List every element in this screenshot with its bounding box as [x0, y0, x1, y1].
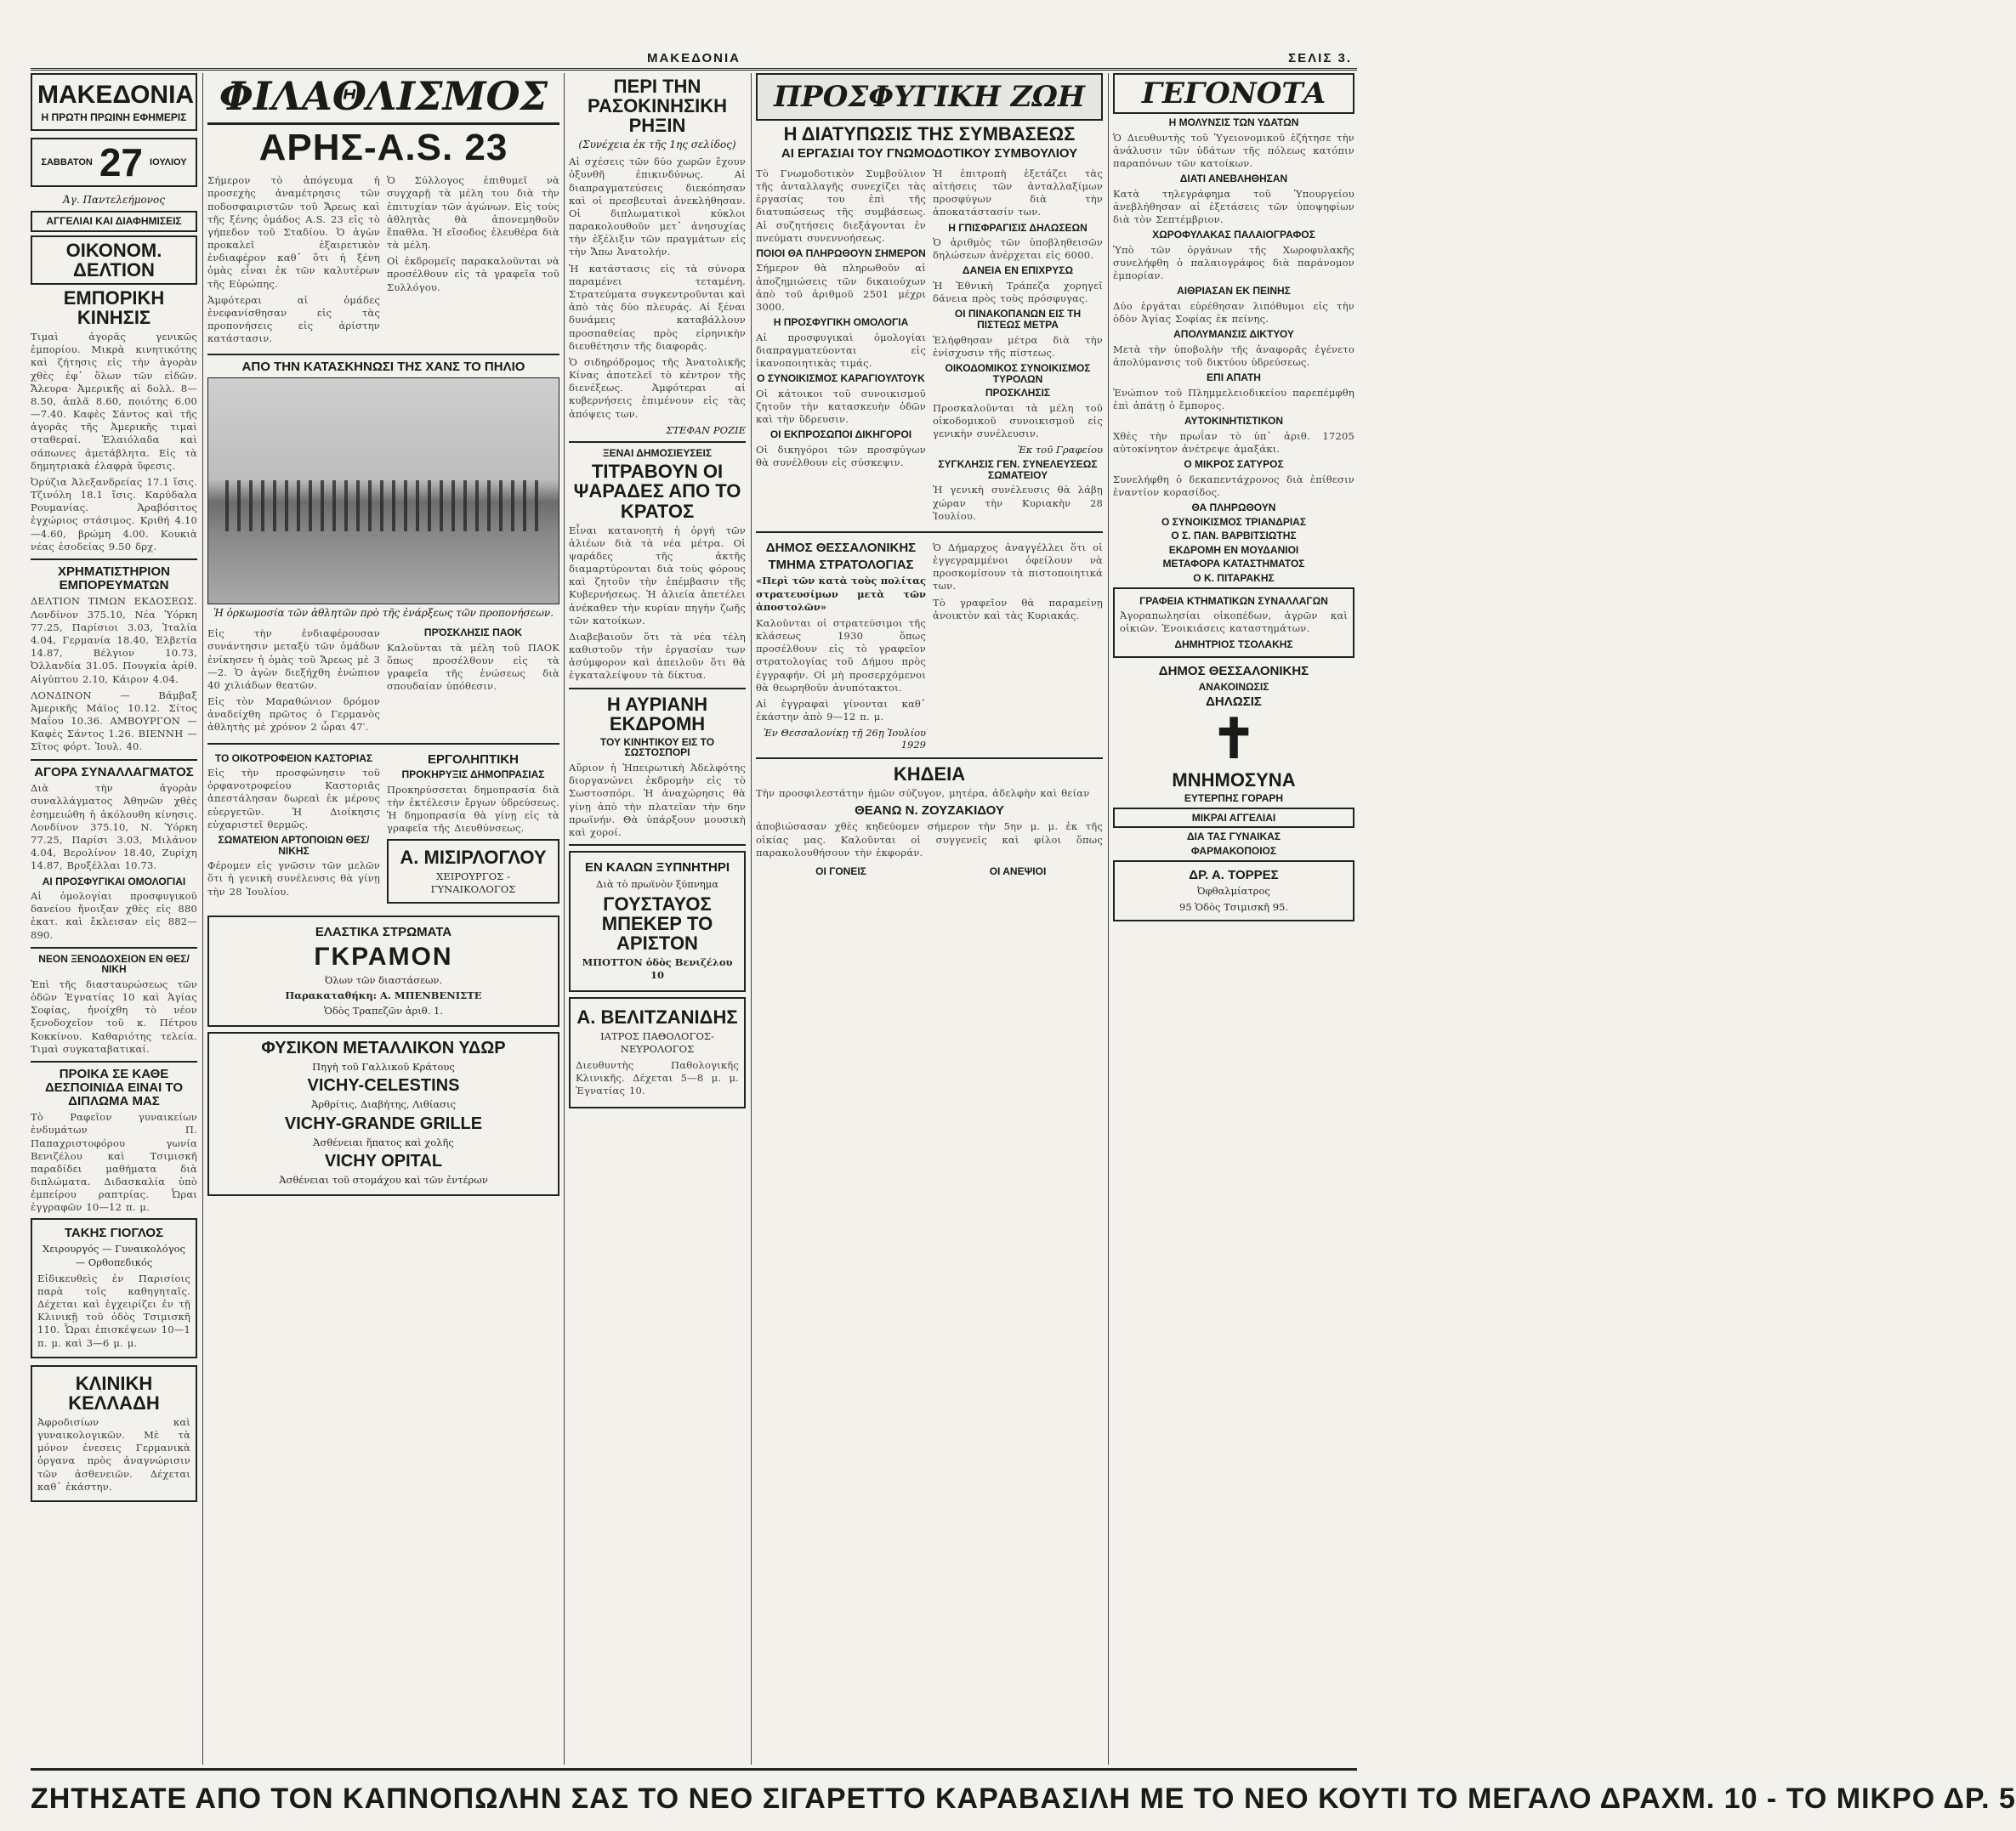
- article-columns: [756, 164, 1103, 526]
- subhead-loans: ΔΑΝΕΙΑ ΕΝ ΕΠΙΧΡΥΣΩ: [962, 264, 1074, 277]
- article-body: Εἰς τὴν προσφώνησιν τοῦ ὀρφανοτροφείου Καστοριᾶς ἀπεστάλησαν δωρεαὶ ἐκ μέρους εὐεργετῶν. Ἡ Διοίκησις εὐχαριστεῖ θερμῶς.: [207, 767, 380, 830]
- refugee-section-logo: ΠΡΟΣΦΥΓΙΚΗ ΖΩΗ: [756, 73, 1103, 121]
- water-ad: [207, 1032, 559, 1196]
- article-body: Σήμερον θὰ πληρωθοῦν αἱ ἀποζημιώσεις τῶν δικαιούχων ἀπὸ τοῦ ἀριθμοῦ 2501 μέχρι 3000.: [756, 262, 926, 313]
- article-body: Αἱ ἐγγραφαὶ γίνονται καθ᾽ ἑκάστην ἀπὸ 9—12 π. μ.: [756, 697, 926, 723]
- column-1: [31, 73, 197, 1765]
- photo-headline: ΑΠΟ ΤΗΝ ΚΑΤΑΣΚΗΝΩΣΙ ΤΗΣ ΧΑΝΣ ΤΟ ΠΗΛΙΟ: [241, 360, 525, 375]
- pharmacist-ad: ΦΑΡΜΑΚΟΠΟΙΟΣ: [1190, 845, 1277, 858]
- event-headline: ΕΠΙ ΑΠΑΤΗ: [1207, 371, 1261, 384]
- subhead-declarations: Η ΓΠΙΣΦΡΑΓΙΣΙΣ ΔΗΛΩΣΕΩΝ: [948, 221, 1088, 234]
- article-body: Τὸ Ραφεῖον γυναικείων ἐνδυμάτων Π. Παπαχριστοφόρου γωνία Βενιζέλου καὶ Τσιμισκῆ παραδίδει μαθήματα διὰ διπλώματα. Διδασκαλία ὑπὸ ἐμπείρου ραπτρίας. Ὧραι ἐγγραφῶν 10—12 π. μ.: [31, 1111, 197, 1214]
- article-columns: [756, 538, 1103, 752]
- article-body: Ἡ κατάστασις εἰς τὰ σύνορα παραμένει τεταμένη. Στρατεύματα συγκεντροῦνται καὶ ἀπὸ τὰς δύο πλευράς. Αἱ ξέναι δυνάμεις καταβάλλουν προσπαθείας πρὸς εἰρηνικὴν διευθέτησιν τῆς διαφορᾶς.: [569, 262, 746, 352]
- article-body: Ὁ σιδηρόδρομος τῆς Ἀνατολικῆς Κίνας ἀποτελεῖ τὸ κέντρον τῆς διενέξεως. Ἀμφότεραι αἱ κυβερνήσεις ἐπιμένουν εἰς τὰς ἀπόψεις των.: [569, 355, 746, 420]
- section-bonds: ΑΙ ΠΡΟΣΦΥΓΙΚΑΙ ΟΜΟΛΟΓΙΑΙ: [42, 875, 186, 887]
- event-headline: ΘΑ ΠΛΗΡΩΘΟΥΝ: [1191, 502, 1276, 514]
- doctor4-name: ΔΡ. Α. ΤΟΡΡΕΣ: [1189, 867, 1279, 882]
- funeral-name: ΘΕΑΝΩ Ν. ΖΟΥΖΑΚΙΔΟΥ: [855, 802, 1004, 818]
- section-currency: ΑΓΟΡΑ ΣΥΝΑΛΛΑΓΜΑΤΟΣ: [34, 764, 194, 779]
- article-body: Ἀμφότεραι αἱ ὁμάδες ἐνεφανίσθησαν εἰς τὰς προπονήσεις εἰς ἀρίστην κατάστασιν.: [207, 293, 380, 345]
- column-rule: [751, 73, 752, 1765]
- alarm-depot: ΜΠΟΤΤΟΝ ὁδὸς Βενιζέλου 10: [582, 956, 733, 982]
- funeral-parents: ΟΙ ΓΟΝΕΙΣ: [815, 864, 866, 877]
- column-rule: [1108, 73, 1109, 1765]
- article-body: Ἐνώπιον τοῦ Πλημμελειοδικείου παρεπέμφθη ἐπὶ ἀπάτῃ ὁ ἔμπορος.: [1113, 386, 1354, 411]
- sport-section-logo: ΦΙΛΑΘΛΙΣΜΟΣ: [207, 73, 559, 125]
- article-body: Προκηρύσσεται δημοπρασία διὰ τὴν ἐκτέλεσιν ἔργων ὑδρεύσεως. Ἡ δημοπρασία θὰ γίνῃ εἰς τὰ γραφεῖα τῆς Διευθύνσεως.: [387, 783, 559, 835]
- mattress-address: Ὁδὸς Τραπεζῶν ἀριθ. 1.: [323, 1005, 444, 1018]
- municipality-title: ΔΗΜΟΣ ΘΕΣΣΑΛΟΝΙΚΗΣ: [765, 540, 917, 555]
- article-body: Χθὲς τὴν πρωΐαν τὸ ὑπ᾽ ἀριθ. 17205 αὐτοκίνητον ἀνέτρεψε ἀμαξάκι.: [1113, 429, 1354, 455]
- subhead-building: ΟΙΚΟΔΟΜΙΚΟΣ ΣΥΝΟΙΚΙΣΜΟΣ ΤΥΡΟΛΩΝ: [945, 361, 1091, 385]
- article-body: Ἡ γενικὴ συνέλευσις θὰ λάβῃ χώραν τὴν Κυριακὴν 28 Ἰουλίου.: [933, 484, 1103, 522]
- water-brand-3: VICHY OPITAL: [324, 1151, 443, 1171]
- article-body: Προσκαλοῦνται τὰ μέλη τοῦ οἰκοδομικοῦ συνοικισμοῦ εἰς γενικὴν συνέλευσιν.: [933, 401, 1103, 440]
- article-body: ΔΕΛΤΙΟΝ ΤΙΜΩΝ ΕΚΔΟΣΕΩΣ. Λονδίνον 375.10, Νέα Ὑόρκη 77.25, Παρίσιοι 3.03, Ἰταλία 4.04, Γερμανία 18.40, Ἑλβετία 14.87, Βέλγιον 10.73, Ὀλλανδία 31.05. Πουγκία ἀρίθ. Αἰγύπτου 2.10, Κάιρον 4.04.: [31, 595, 197, 685]
- land-office-owner: ΔΗΜΗΤΡΙΟΣ ΤΣΟΛΑΚΗΣ: [1174, 638, 1293, 650]
- municipality2-title: ΔΗΜΟΣ ΘΕΣΣΑΛΟΝΙΚΗΣ: [1158, 664, 1309, 679]
- article-body: Τὴν προσφιλεστάτην ἡμῶν σύζυγον, μητέρα, ἀδελφὴν καὶ θείαν: [756, 787, 1090, 800]
- mattress-tag: ΕΛΑΣΤΙΚΑ ΣΤΡΩΜΑΤΑ: [315, 925, 452, 940]
- section-hotel: ΝΕΟΝ ΞΕΝΟΔΟΧΕΙΟΝ ΕΝ ΘΕΣ/ΝΙΚΗ: [38, 952, 190, 976]
- page-number: ΣΕΛΙΣ 3.: [1288, 51, 1352, 65]
- clinic-ad: [31, 1365, 197, 1502]
- article-body: Τιμαὶ ἀγορᾶς γενικῶς ἐμπορίου. Μικρὰ κινητικότης καὶ ζήτησις εἰς τὴν ἀγορὰν χθὲς ἐφ᾽ ὅλων τῶν εἰδῶν. Ἄλευρα· Ἀμερικῆς αἱ δολλ. 8—8.50, ἀπλᾶ 8.60, ποιότης 6.00—7.40. Καφὲς Σάντος καὶ τῆς ἀγορᾶς τῆς Ἀμερικῆς τιμαὶ σταθεραί. Ἐλαιόλαδα καὶ σάπωνες ἀμετάβλητα. Εἰς τὰ δημητριακὰ ἐλαφρὰ ὕφεσις.: [31, 331, 197, 472]
- article-body: Μετὰ τὴν ὑποβολὴν τῆς ἀναφορᾶς ἐγένετο ἀπολύμανσις τοῦ δικτύου ὑδρεύσεως.: [1113, 343, 1354, 369]
- bakers-headline: ΣΩΜΑΤΕΙΟΝ ΑΡΤΟΠΟΙΩΝ ΘΕΣ/ΝΙΚΗΣ: [218, 834, 370, 857]
- section-economy: ΟΙΚΟΝΟΜ. ΔΕΛΤΙΟΝ: [31, 235, 197, 285]
- camp-photo: [207, 377, 559, 604]
- memorial-name: ΕΥΤΕΡΠΗΣ ΓΟΡΑΡΗ: [1184, 792, 1284, 805]
- article-columns: [207, 171, 559, 349]
- cross-icon: ✝: [1211, 707, 1257, 772]
- event-headline: ΑΠΟΛΥΜΑΝΣΙΣ ΔΙΚΤΥΟΥ: [1173, 328, 1294, 341]
- event-headline: Ο Σ. ΠΑΝ. ΒΑΡΒΙΤΣΙΩΤΗΣ: [1171, 530, 1297, 542]
- article-body: Εἰς τὴν ἐνδιαφέρουσαν συνάντησιν μεταξὺ τῶν ὁμάδων ἐνίκησεν ἡ ὁμὰς τοῦ Ἄρεως μὲ 3—2. Ὁ ἀγὼν διεξήχθη ἐνώπιον 40 χιλιάδων θεατῶν.: [207, 627, 380, 691]
- article-body: Αἱ προσφυγικαὶ ὁμολογίαι διαπραγματεύονται εἰς ἱκανοποιητικὰς τιμάς.: [756, 331, 926, 370]
- ads-notice: ΑΓΓΕΛΙΑΙ ΚΑΙ ΔΙΑΦΗΜΙΣΕΙΣ: [31, 211, 197, 232]
- mattress-agent: Παρακαταθήκη: Α. ΜΠΕΝΒΕΝΙΣΤΕ: [285, 989, 482, 1001]
- article-body: Ὀρύζια Ἀλεξανδρείας 17.1 ἴσις. Τζινόλη 18.1 ἴσις. Καρύδαλα Ρουμανίας. Ἀραβόσιτος ἐγχώριος στάσιμος. Κριθή 4.10—4.60, βρώμη 4.00. Κουκιὰ νέας ἐσοδείας 9.50 δρχ.: [31, 475, 197, 553]
- tender-headline: ΕΡΓΟΛΗΠΤΙΚΗ: [428, 751, 519, 767]
- ad-body: Διευθυντὴς Παθολογικῆς Κλινικῆς. Δέχεται 5—8 μ. μ. Ἐγνατίας 10.: [576, 1059, 739, 1097]
- headline-fishermen: ΤΙΤΡΑΒΟΥΝ ΟΙ ΨΑΡΑΔΕΣ ΑΠΟ ΤΟ ΚΡΑΤΟΣ: [573, 461, 741, 522]
- article-body: Σήμερον τὸ ἀπόγευμα ἡ προσεχὴς ἀναμέτρησις τῶν ποδοσφαιριστῶν τοῦ Ἄρεως καὶ τῆς ξένης ὁμάδος A.S. 23 εἰς τὸ γήπεδον τοῦ Σταδίου. Ὁ ἀγὼν προκαλεῖ ἐξαιρετικὸν ἐνδιαφέρον καθ᾽ ὅτι ἡ ξένη ὁμὰς εἶναι ἐκ τῶν καλυτέρων τῆς Εὐρώπης.: [207, 174, 380, 290]
- article-body: Οἱ κάτοικοι τοῦ συνοικισμοῦ ζητοῦν τὴν κατασκευὴν ὁδῶν καὶ τὴν ὕδρευσιν.: [756, 387, 926, 426]
- event-headline: ΕΚΔΡΟΜΗ ΕΝ ΜΟΥΔΑΝΙΟΙ: [1168, 543, 1299, 556]
- article-body: Εἰς τὸν Μαραθώνιον δρόμον ἀναδείχθη πρῶτος ὁ Γερμανὸς ἀθλητὴς μὲ χρόνον 2 ὧραι 47′.: [207, 695, 380, 734]
- saint-day: Άγ. Παντελεήμονος: [63, 194, 165, 207]
- land-office-title: ΓΡΑΦΕΙΑ ΚΤΗΜΑΤΙΚΩΝ ΣΥΝΑΛΛΑΓΩΝ: [1139, 594, 1328, 607]
- photo-caption: Ἡ ὁρκωμοσία τῶν ἀθλητῶν πρὸ τῆς ἐνάρξεως τῶν προπονήσεων.: [213, 607, 554, 620]
- doctor-name: ΤΑΚΗΣ ΓΙΟΓΛΟΣ: [64, 1225, 164, 1240]
- article-body: Διὰ τὴν ἀγορὰν συναλλάγματος Ἀθηνῶν χθὲς ἐσημειώθη ἡ ἀκόλουθη κίνησις. Λονδίνον 375.10, Ν. Ὑόρκη 77.25, Παρίσι 3.03, Μιλάνον 4.04, Βερολίνον 18.40, Ζυρίχη 14.87, Βρυξέλλαι 10.73.: [31, 782, 197, 872]
- alarm-title: ΕΝ ΚΑΛΩΝ ΞΥΠΝΗΤΗΡΙ: [584, 860, 730, 876]
- doctor3-ad: [569, 997, 746, 1108]
- funeral-title: ΚΗΔΕΙΑ: [893, 763, 966, 785]
- doctor3-name: Α. ΒΕΛΙΤΖΑΝΙΔΗΣ: [576, 1006, 738, 1028]
- article-body: ΛΟΝΔΙΝΟΝ — Βάμβαξ Ἀμερικῆς Μάϊος 10.12. Σίτος Μαΐου 10.36. ΑΜΒΟΥΡΓΟΝ — Καφὲς Σάντος 1.26. ΒΙΕΝΝΗ — Σῖτος φόρτ. Ἰουλ. 40.: [31, 689, 197, 753]
- clinic-name: ΚΛΙΝΙΚΗ ΚΕΛΛΑΔΗ: [68, 1372, 160, 1414]
- article-body: Ὁ Δήμαρχος ἀναγγέλλει ὅτι οἱ ἐγγεγραμμένοι ὀφείλουν νὰ προσκομίσουν τὰ πιστοποιητικά των.: [933, 541, 1103, 592]
- masthead: [31, 51, 1357, 71]
- paok-notice: ΠΡΌΣΚΛΗΣΙΣ ΠΑΟΚ: [423, 626, 523, 639]
- article-body: ἀποβιώσασαν χθὲς κηδεύομεν σήμερον τὴν 5ην μ. μ. ἐκ τῆς οἰκίας μας. Καλοῦνται οἱ συγγενεῖς καὶ φίλοι ὅπως παρακολουθήσουν τὴν ἐκφοράν.: [756, 820, 1103, 859]
- article-body: Ἐπὶ τῆς διασταυρώσεως τῶν ὁδῶν Ἐγνατίας 10 καὶ Ἀγίας Σοφίας, ἠνοίχθη τὸ νέον ξενοδοχεῖον τοῦ κ. Πέτρου Κοκκίνου. Καθαριότης τελεία. Τιμαὶ συγκαταβατικαί.: [31, 978, 197, 1055]
- section-diploma: ΠΡΟΙΚΑ ΣΕ ΚΑΘΕ ΔΕΣΠΟΙΝΙΔΑ ΕΙΝΑΙ ΤΟ ΔΙΠΛΩΜΑ ΜΑΣ: [45, 1067, 183, 1108]
- headline-contract-sub: ΑΙ ΕΡΓΑΣΙΑΙ ΤΟΥ ΓΝΩΜΟΔΟΤΙΚΟΥ ΣΥΜΒΟΥΛΙΟΥ: [781, 146, 1078, 162]
- land-office-ad: [1113, 587, 1354, 659]
- column-3: [569, 73, 746, 1765]
- section-commerce: ΕΜΠΟΡΙΚΗ ΚΙΝΗΣΙΣ: [63, 286, 165, 328]
- article-columns: [207, 750, 559, 910]
- article-body: Εἶναι κατανοητὴ ἡ ὀργή τῶν ἁλιέων διὰ τὰ νέα μέτρα. Οἱ ψαράδες τῆς ἀκτῆς διαμαρτύρονται διὰ τοὺς φόρους καὶ ζητοῦν τὴν ἐπέμβασιν τῆς Κυβερνήσεως. Ἡ ἀλιεία ἀπετέλει ἀνέκαθεν τὴν κυρίαν πηγὴν ζωῆς τῶν κατοίκων.: [569, 524, 746, 626]
- match-headline: ΑΡΗΣ-A.S. 23: [258, 127, 508, 168]
- doctor-ad: [31, 1218, 197, 1358]
- date-number: 27: [99, 140, 144, 185]
- funeral-nephews: ΟΙ ΑΝΕΨΙΟΙ: [989, 864, 1047, 877]
- event-headline: ΔΙΑΤΙ ΑΝΕΒΛΗΘΗΣΑΝ: [1179, 173, 1288, 185]
- doctor3-title: ΙΑΤΡΟΣ ΠΑΘΟΛΟΓΟΣ-ΝΕΥΡΟΛΟΓΟΣ: [600, 1029, 714, 1055]
- event-headline: ΑΙΘΡΙΑΣΑΝ ΕΚ ΠΕΙΝΗΣ: [1177, 285, 1291, 298]
- subhead-lawyers: ΟΙ ΕΚΠΡΟΣΩΠΟΙ ΔΙΚΗΓΟΡΟΙ: [769, 428, 912, 441]
- water-subtitle: Πηγὴ τοῦ Γαλλικοῦ Κράτους: [312, 1061, 455, 1074]
- article-body: Φέρομεν εἰς γνῶσιν τῶν μελῶν ὅτι ἡ γενικὴ συνέλευσις θὰ γίνῃ τὴν 28 Ἰουλίου.: [207, 859, 380, 898]
- event-headline: Ο Κ. ΠΙΤΑΡΑΚΗΣ: [1193, 571, 1275, 584]
- article-body: Ἐλήφθησαν μέτρα διὰ τὴν ἐνίσχυσιν τῆς πίστεως.: [933, 333, 1103, 359]
- article-body: Αὔριον ἡ Ἠπειρωτικὴ Ἀδελφότης διοργανώνει ἐκδρομὴν εἰς τὸ Σωστοσπόρι. Ἡ ἀναχώρησις θὰ γίνῃ ἀπὸ τὴν πλατεῖαν τὴν 6ην πρωϊνήν. Θὰ ὑπάρξουν μουσικὴ καὶ χοροί.: [569, 762, 746, 838]
- subhead-payments: ΠΟΙΟΙ ΘΑ ΠΛΗΡΩΘΟΥΝ ΣΗΜΕΡΟΝ: [756, 247, 926, 259]
- subhead-assembly: ΣΥΓΚΛΗΣΙΣ ΓΕΝ. ΣΥΝΕΛΕΥΣΕΩΣ ΣΩΜΑΤΕΙΟΥ: [938, 458, 1098, 481]
- memorial-block: [1113, 707, 1354, 805]
- article-body: Αἱ ὁμολογίαι προσφυγικοῦ δανείου ἤνοιξαν χθὲς εἰς 880 ἐκατ. καὶ ἔκλεισαν εἰς 882—890.: [31, 890, 197, 941]
- section-exchange: ΧΡΗΜΑΤΙΣΤΗΡΙΟΝ ΕΜΠΟΡΕΥΜΑΤΩΝ: [58, 564, 170, 592]
- subhead-bond: Η ΠΡΟΣΦΥΓΙΚΗ ΟΜΟΛΟΓΙΑ: [773, 316, 909, 329]
- logo-title: ΜΑΚΕΔΟΝΙΑ: [37, 81, 195, 109]
- memorial-title: ΜΝΗΜΟΣΥΝΑ: [1172, 769, 1296, 791]
- subhead-credit: ΟΙ ΠΙΝΑΚΟΠΑΝΩΝ ΕΙΣ ΤΗ ΠΙΣΤΕΩΣ ΜΕΤΡΑ: [954, 308, 1082, 331]
- article-body: Συνελήφθη ὁ δεκαπεντάχρονος διὰ ἐπίθεσιν ἐναντίον κορασίδος.: [1113, 473, 1354, 498]
- event-headline: ΧΩΡΟΦΥΛΑΚΑΣ ΠΑΛΑΙΟΓΡΑΦΟΣ: [1152, 229, 1315, 241]
- article-body: Ὁ Σύλλογος ἐπιθυμεῖ νὰ συγχαρῇ τὰ μέλη του διὰ τὴν ἐπιτυχίαν τῶν ἀγώνων. Εἰς τοὺς ἀθλητὰς θὰ ἀπονεμηθοῦν ἔπαθλα. Ἡ εἴσοδος ἐλευθέρα διὰ τὰ μέλη.: [387, 174, 559, 252]
- funeral-signatures: [756, 863, 1103, 881]
- municipality-date: Ἐν Θεσσαλονίκῃ τῇ 26ῃ Ἰουλίου 1929: [763, 727, 926, 751]
- alarm-brand: ΓΟΥΣΤΑΥΟΣ ΜΠΕΚΕΡ ΤΟ ΑΡΙΣΤΟΝ: [601, 893, 713, 955]
- headline-rupture: ΠΕΡΙ ΤΗΝ ΡΑΣΟΚΙΝΗΣΙΚΗ ΡΗΞΙΝ: [587, 76, 728, 137]
- doctor2-title: ΧΕΙΡΟΥΡΓΟΣ - ΓΥΝΑΙΚΟΛΟΓΟΣ: [430, 870, 516, 895]
- article-body: Τὸ Γνωμοδοτικὸν Συμβούλιον τῆς ἀνταλλαγῆς συνεχίζει τὰς ἐργασίας του ἐπὶ τῆς διατυπώσεως τῆς συμβάσεως. Αἱ συζητήσεις διεξάγονται ἐν πνεύματι συνεννοήσεως.: [756, 167, 926, 244]
- alarm-subtitle: Διὰ τὸ πρωϊνὸν ξύπνημα: [596, 877, 718, 890]
- doctor2-ad: [387, 839, 559, 904]
- water-note-3: Ἀσθένειαι τοῦ στομάχου καὶ τῶν ἐντέρων: [279, 1173, 488, 1186]
- tender-subhead: ΠΡΟΚΗΡΥΞΙΣ ΔΗΜΟΠΡΑΣΙΑΣ: [401, 768, 545, 781]
- headline-contract: Η ΔΙΑΤΥΠΩΣΙΣ ΤΗΣ ΣΥΜΒΑΣΕΩΣ: [783, 123, 1076, 145]
- article-body: Οἱ δικηγόροι τῶν προσφύγων θὰ συνέλθουν εἰς σύσκεψιν.: [756, 443, 926, 469]
- headline-excursion: Η ΑΥΡΙΑΝΗ ΕΚΔΡΟΜΗ: [606, 693, 708, 734]
- doctor4-title: Ὀφθαλμίατρος: [1197, 885, 1270, 898]
- water-note-1: Ἀρθρίτις, Διαβήτης, Λιθίασις: [311, 1098, 456, 1111]
- article-body: Ὑπὸ τῶν ὀργάνων τῆς Χωροφυλακῆς συνελήφθη ὁ παλαιογράφος διὰ παράνομον ἐμπορίαν.: [1113, 243, 1354, 282]
- doctor4-address: 95 Ὁδὸς Τσιμισκῆ 95.: [1179, 900, 1288, 913]
- municipality2-sub: ΑΝΑΚΟΙΝΩΣΙΣ: [1198, 680, 1269, 693]
- article-body: Οἱ ἐκδρομεῖς παρακαλοῦνται νὰ προσέλθουν εἰς τὰ γραφεῖα τοῦ Συλλόγου.: [387, 255, 559, 293]
- article-signature: ΣΤΕΦΑΝ ΡΟΖΙΕ: [666, 423, 746, 436]
- paper-name: ΜΑΚΕΔΟΝΙΑ: [646, 51, 741, 65]
- office-signature: Ἐκ τοῦ Γραφείου: [1017, 444, 1103, 456]
- column-rule: [564, 73, 565, 1765]
- ad-body: Ἀφροδισίων καὶ γυναικολογικῶν. Μὲ τὰ μόνον ἐνεσεις Γερμανικὰ ὀργανα πρὸς ἀναγνώρισιν τῶν ἀσθενειῶν. Δέχεται καθ᾽ ἑκάστην.: [37, 1415, 190, 1493]
- event-headline: Η ΜΟΛΥΝΣΙΣ ΤΩΝ ΥΔΑΤΩΝ: [1168, 116, 1299, 128]
- doctor4-ad: [1113, 860, 1354, 921]
- event-headline: ΑΥΤΟΚΙΝΗΤΙΣΤΙΚΟΝ: [1184, 415, 1283, 428]
- alarm-ad: [569, 851, 746, 992]
- column-5: [1113, 73, 1354, 1765]
- ad-body: Εἰδικευθεὶς ἐν Παρισίοις παρὰ τοῖς καθηγηταῖς. Δέχεται καὶ ἐγχειρίζει ἐν τῇ Κλινικῇ τοῦ ὁδὸς Τσιμισκῆ 110. Ὧραι ἐπισκέψεων 10—1 π. μ. καὶ 3—6 μ. μ.: [37, 1272, 190, 1349]
- water-brand-1: VICHY-CELESTINS: [307, 1076, 460, 1096]
- column-rule: [202, 73, 203, 1765]
- subhead-invitation: ΠΡΟΣΚΛΗΣΙΣ: [985, 387, 1051, 400]
- column-2: [207, 73, 559, 1765]
- article-body: Καλοῦνται τὰ μέλη τοῦ ΠΑΟΚ ὅπως προσέλθουν εἰς τὰ γραφεῖα τῆς ἑνώσεως διὰ σπουδαίαν ὑπόθεσιν.: [387, 641, 559, 693]
- event-headline: ΜΕΤΑΦΟΡΑ ΚΑΤΑΣΤΗΜΑΤΟΣ: [1162, 558, 1305, 570]
- doctor2-name: Α. ΜΙΣΙΡΛΟΓΛΟΥ: [400, 846, 547, 868]
- article-body: Αἱ σχέσεις τῶν δύο χωρῶν ἔχουν ὀξυνθῆ ἐπικινδύνως. Αἱ διαπραγματεύσεις διεκόπησαν καὶ οἱ πρεσβευταὶ ἀνεκλήθησαν. Οἱ διπλωματικοὶ κύκλοι παρακολουθοῦν μετ᾽ ἀνησυχίας τὴν ἐξέλιξιν τῶν πραγμάτων εἰς τὴν Ἄπω Ἀνατολήν.: [569, 156, 746, 258]
- water-brand-2: VICHY-GRANDE GRILLE: [284, 1114, 483, 1133]
- orphanage-headline: ΤΟ ΟΙΚΟΤΡΟΦΕΙΟΝ ΚΑΣΤΟΡΙΑΣ: [214, 751, 373, 764]
- doctor-title: Χειρουργός — Γυναικολόγος — Ορθοπεδικός: [43, 1243, 185, 1268]
- mattress-sub: Όλων τῶν διαστάσεων.: [324, 973, 443, 986]
- women-ad: ΔΙΑ ΤΑΣ ΓΥΝΑΙΚΑΣ: [1186, 830, 1281, 843]
- cigarette-banner-ad: ΖΗΤΗΣΑΤΕ ΑΠΟ ΤΟΝ ΚΑΠΝΟΠΩΛΗΝ ΣΑΣ ΤΟ ΝΕΟ ΣΙΓΑΡΕΤΤΟ ΚΑΡΑΒΑΣΙΛΗ ΜΕ ΤΟ ΝΕΟ ΚΟΥΤΙ ΤΟ ΜΕΓΑΛΟ ΔΡΑΧΜ. 10 - ΤΟ ΜΙΚΡΟ ΔΡ. 5: [31, 1768, 1357, 1827]
- article-body: Κατὰ τηλεγράφημα τοῦ Ὑπουργείου ἀνεβλήθησαν αἱ ἐξετάσεις τῶν ὑποψηφίων διὰ τὸν Σεπτέμβριον.: [1113, 187, 1354, 226]
- article-columns: [207, 624, 559, 737]
- article-body: Ἡ Ἐθνικὴ Τράπεζα χορηγεῖ δάνεια πρὸς τοὺς πρόσφυγας.: [933, 280, 1103, 305]
- events-section-logo: ΓΕΓΟΝΟΤΑ: [1113, 73, 1354, 114]
- article-body: Καλοῦνται οἱ στρατεύσιμοι τῆς κλάσεως 1930 ὅπως προσέλθουν εἰς τὸ γραφεῖον στρατολογίας τοῦ Δήμου πρὸς ἐγγραφήν. Οἱ μὴ προσερχόμενοι θὰ θεωρηθοῦν ἀνυπότακτοι.: [756, 616, 926, 694]
- article-body: Ὁ Διευθυντὴς τοῦ Ὑγειονομικοῦ ἐζήτησε τὴν ἀνάλυσιν τῶν ὑδάτων τῆς πόλεως κατόπιν παραπόνων τῶν κατοίκων.: [1113, 131, 1354, 169]
- water-title: ΦΥΣΙΚΟΝ ΜΕΤΑΛΛΙΚΟΝ ΥΔΩΡ: [261, 1039, 506, 1058]
- date-box: [31, 138, 197, 187]
- excursion-subhead: ΤΟΥ ΚΙΝΗΤΙΚΟΥ ΕΙΣ ΤΟ ΣΩΣΤΟΣΠΟΡΙ: [599, 735, 715, 759]
- small-ads-title: ΜΙΚΡΑΙ ΑΓΓΕΛΙΑΙ: [1113, 808, 1354, 829]
- continuation-note: (Συνέχεια ἐκ τῆς 1ης σελίδος): [578, 139, 736, 151]
- ad-body: Ἀγοραπωλησίαι οἰκοπέδων, ἀγρῶν καὶ οἰκιῶν. Ἐνοικιάσεις καταστημάτων.: [1120, 609, 1348, 635]
- column-4: [756, 73, 1103, 1765]
- foreign-press-tag: ΞΕΝΑΙ ΔΗΜΟΣΙΕΥΣΕΙΣ: [602, 446, 713, 459]
- paper-logo: [31, 73, 197, 131]
- recruitment-title: ΤΜΗΜΑ ΣΤΡΑΤΟΛΟΓΙΑΣ: [768, 557, 914, 572]
- event-headline: Ο ΜΙΚΡΟΣ ΣΑΤΥΡΟΣ: [1184, 458, 1284, 471]
- subhead-settlement: Ο ΣΥΝΟΙΚΙΣΜΟΣ ΚΑΡΑΓΙΟΥΛΤΟΥΚ: [757, 372, 925, 385]
- mattress-brand: ΓΚΡΑΜΟΝ: [314, 942, 453, 971]
- logo-subtitle: Η ΠΡΩΤΗ ΠΡΩΙΝΗ ΕΦΗΜΕΡΙΣ: [41, 111, 187, 123]
- article-body: Διαβεβαιοῦν ὅτι τὰ νέα τέλη καθιστοῦν τὴν ἐργασίαν των ἀσύμφορον καὶ ἀπειλοῦν ὅτι θὰ ἐγκαταλείψουν τὰ δίκτυα.: [569, 630, 746, 682]
- recruitment-quote: «Περὶ τῶν κατὰ τοὺς πολίτας στρατευσίμων μετὰ τῶν ἀποστολῶν»: [756, 575, 926, 613]
- article-body: Ἡ ἐπιτροπὴ ἐξετάζει τὰς αἰτήσεις τῶν ἀνταλλαξίμων προσφύγων διὰ τὴν ἀποκατάστασίν των.: [933, 167, 1103, 218]
- article-body: Ὁ ἀριθμὸς τῶν ὑποβληθεισῶν δηλώσεων ἀνέρχεται εἰς 6000.: [933, 236, 1103, 262]
- water-note-2: Ἀσθένειαι ἥπατος καὶ χολῆς: [313, 1136, 454, 1148]
- article-body: Τὸ γραφεῖον θὰ παραμείνῃ ἀνοικτὸν καὶ τὰς Κυριακάς.: [933, 596, 1103, 621]
- declaration-title: ΔΗΛΩΣΙΣ: [1206, 694, 1262, 710]
- mattress-ad: [207, 916, 559, 1027]
- event-headline: Ο ΣΥΝΟΙΚΙΣΜΟΣ ΤΡΙΑΝΔΡΙΑΣ: [1161, 515, 1307, 528]
- month-name: ΙΟΥΛΙΟΥ: [150, 157, 187, 168]
- article-body: Δύο ἐργάται εὑρέθησαν λιπόθυμοι εἰς τὴν ὁδὸν Ἁγίας Σοφίας ἐκ πείνης.: [1113, 299, 1354, 326]
- day-name: ΣΑΒΒΑΤΟΝ: [41, 157, 93, 168]
